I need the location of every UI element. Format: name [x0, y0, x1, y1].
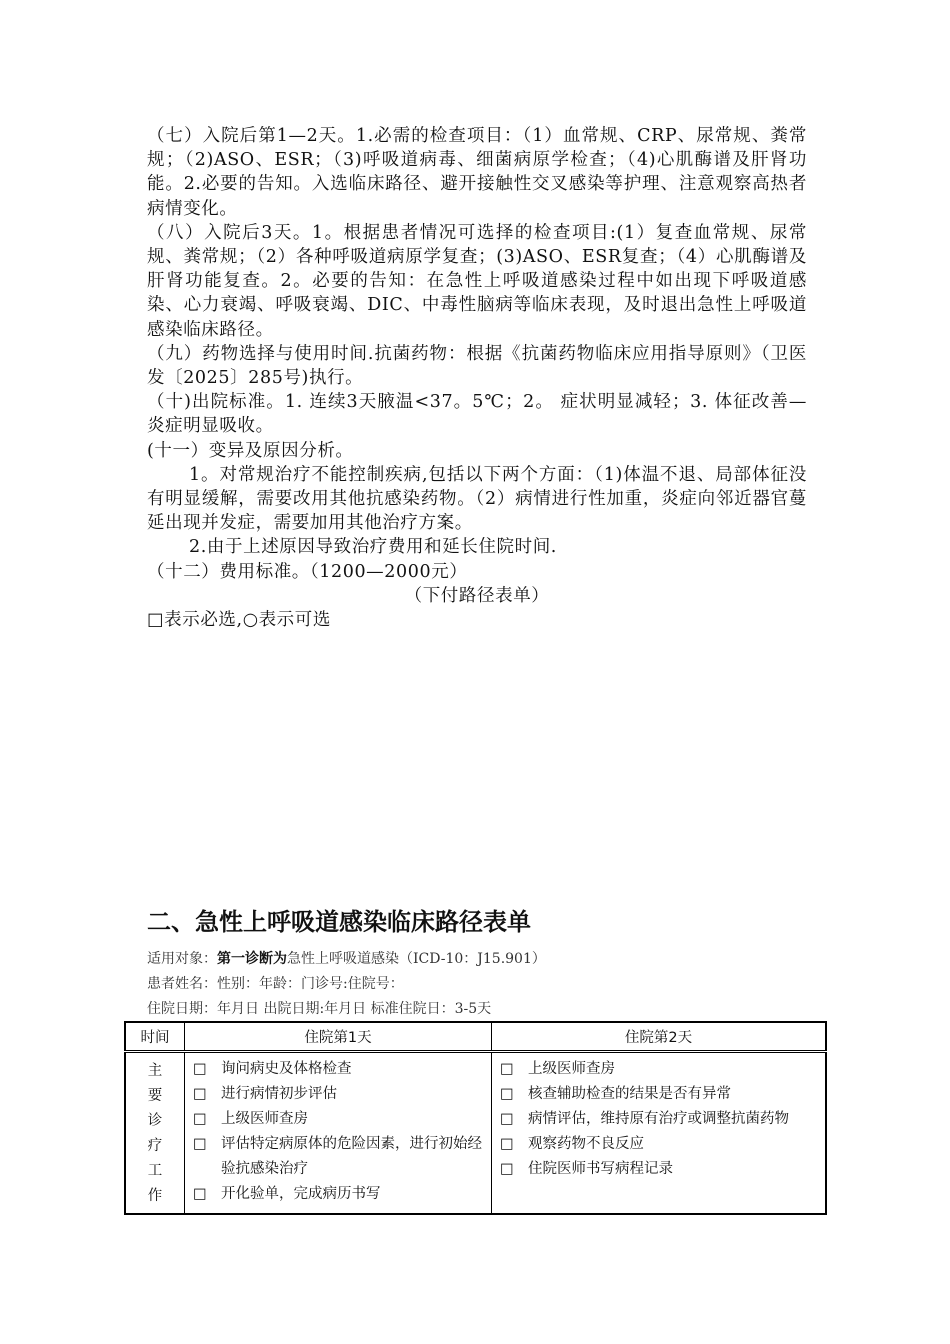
task-label: 询问病史及体格检查	[221, 1061, 352, 1077]
task-item	[500, 1057, 819, 1082]
checkbox-icon[interactable]: □	[193, 1061, 207, 1077]
task-item	[500, 1132, 819, 1157]
task-item	[500, 1107, 819, 1132]
paragraph-variance-2: 2.由于上述原因导致治疗费用和延长住院时间.	[189, 537, 557, 558]
paragraph-cost: （十二）费用标准。（1200—2000元）	[147, 561, 468, 582]
target-label: 适用对象：	[147, 951, 217, 967]
row-label-char: 主	[147, 1063, 163, 1079]
paragraph-drugs: （九）药物选择与使用时间.抗菌药物：根据《抗菌药物临床应用指导原则》（卫医发〔2025〕285号)执行。	[147, 343, 807, 389]
dates-line: 住院日期：年月日 出院日期:年月日 标准住院日：3-5天	[147, 1001, 492, 1017]
task-label: 病情评估，维持原有治疗或调整抗菌药物	[528, 1111, 789, 1127]
paragraph-day3: （八）入院后3天。1。根据患者情况可选择的检查项目:(1）复查血常规、尿常规、粪常规；（2）各种呼吸道病原学复查；(3)ASO、ESR复查；（4）心肌酶谱及肝肾功能复查。2。必要的告知：在急性上呼吸道感染过程中如出现下呼吸道感染、心力衰竭、呼吸衰竭、DIC、中毒性脑病等临床表现，及时退出急性上呼吸道感染临床路径。	[147, 222, 807, 340]
row-label-char: 作	[147, 1188, 163, 1204]
form-meta	[147, 947, 546, 1022]
checkbox-icon[interactable]: □	[193, 1136, 207, 1152]
checkbox-icon[interactable]: □	[500, 1111, 514, 1127]
task-item	[193, 1057, 485, 1082]
pathway-table	[124, 1021, 827, 1215]
task-label: 观察药物不良反应	[528, 1136, 644, 1152]
paragraph-form-note: （下付路径表单）	[404, 585, 550, 606]
checkbox-icon[interactable]: □	[193, 1186, 207, 1202]
row-label-char: 疗	[147, 1138, 163, 1154]
day1-tasks	[185, 1052, 492, 1215]
table-row	[125, 1052, 826, 1215]
checkbox-icon[interactable]: □	[500, 1161, 514, 1177]
row-label-char: 诊	[147, 1113, 163, 1129]
row-label-char: 工	[147, 1163, 163, 1179]
diagnosis-label: 第一诊断为	[217, 951, 287, 967]
task-label: 上级医师查房	[221, 1111, 308, 1127]
task-label: 开化验单，完成病历书写	[221, 1186, 381, 1202]
task-label: 评估特定病原体的危险因素，进行初始经验抗感染治疗	[221, 1136, 482, 1177]
day2-tasks	[492, 1052, 827, 1215]
pathway-text	[147, 124, 807, 632]
diagnosis-value: 急性上呼吸道感染（ICD-10：J15.901）	[287, 951, 546, 967]
task-item	[193, 1107, 485, 1132]
paragraph-variance-1: 1。对常规治疗不能控制疾病,包括以下两个方面：（1)体温不退、局部体征没有明显缓解，需要改用其他抗感染药物。（2）病情进行性加重，炎症向邻近器官蔓延出现并发症，需要加用其他治疗方案。	[147, 464, 807, 534]
checkbox-icon[interactable]: □	[500, 1136, 514, 1152]
checkbox-icon[interactable]: □	[500, 1061, 514, 1077]
task-item	[193, 1182, 485, 1207]
task-label: 上级医师查房	[528, 1061, 615, 1077]
task-item	[193, 1132, 485, 1182]
task-item	[193, 1082, 485, 1107]
checkbox-icon[interactable]: □	[193, 1086, 207, 1102]
header-time: 时间	[125, 1022, 185, 1052]
paragraph-discharge: （十)出院标准。1. 连续3天腋温<37。5℃；2。 症状明显减轻；3. 体征改善—炎症明显吸收。	[147, 392, 807, 437]
table-header-row	[125, 1022, 826, 1052]
row-label-main-work	[125, 1052, 185, 1215]
row-label-char: 要	[147, 1088, 163, 1104]
task-item	[500, 1157, 819, 1182]
paragraph-legend: □表示必选,○表示可选	[147, 610, 331, 631]
applicable-line	[147, 947, 546, 972]
task-label: 住院医师书写病程记录	[528, 1161, 673, 1177]
task-label: 进行病情初步评估	[221, 1086, 337, 1102]
paragraph-variance-heading: (十一）变异及原因分析。	[147, 440, 354, 461]
header-day2: 住院第2天	[492, 1022, 827, 1052]
paragraph-day1-2: （七）入院后第1—2天。1.必需的检查项目：（1）血常规、CRP、尿常规、粪常规；（2)ASO、ESR；（3)呼吸道病毒、细菌病原学检查；（4)心肌酶谱及肝肾功能。2.必要的告知。入选临床路径、避开接触性交叉感染等护理、注意观察高热者病情变化。	[147, 126, 807, 219]
checkbox-icon[interactable]: □	[500, 1086, 514, 1102]
patient-line: 患者姓名：性别：年龄：门诊号:住院号：	[147, 976, 404, 992]
task-label: 核查辅助检查的结果是否有异常	[528, 1086, 731, 1102]
header-day1: 住院第1天	[185, 1022, 492, 1052]
task-item	[500, 1082, 819, 1107]
checkbox-icon[interactable]: □	[193, 1111, 207, 1127]
section-title: 二、急性上呼吸道感染临床路径表单	[147, 908, 531, 936]
